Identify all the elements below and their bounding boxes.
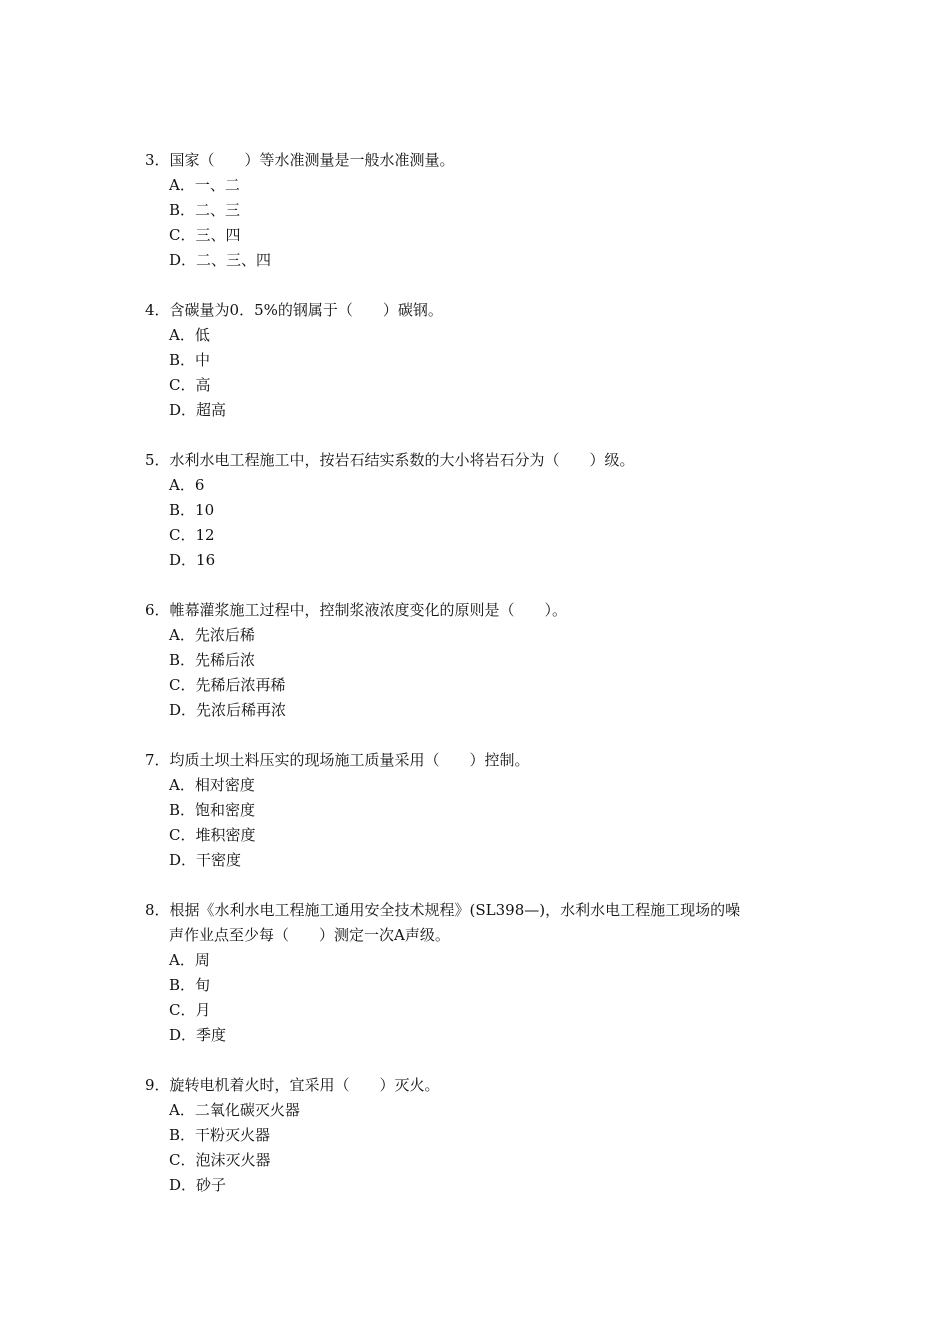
option-d: D．先浓后稀再浓 [169,701,287,719]
option-list [145,323,825,423]
option-list [145,473,825,573]
question-stem: 9．旋转电机着火时，宜采用（ ）灭火。 [145,1076,440,1094]
option-c: C．月 [169,1001,211,1019]
question-stem-line-1: 8．根据《水利水电工程施工通用安全技术规程》(SL398—)，水利水电工程施工现场的噪 [145,901,741,919]
option-c: C．堆积密度 [169,826,256,844]
option-c: C．泡沫灭火器 [169,1151,271,1169]
option-list [145,1098,825,1198]
option-c: C．先稀后浓再稀 [169,676,286,694]
question-stem: 5．水利水电工程施工中，按岩石结实系数的大小将岩石分为（ ）级。 [145,451,635,469]
option-b: B．10 [169,501,215,519]
option-list [145,773,825,873]
option-a: A．6 [169,476,205,494]
question-8 [145,898,825,1048]
question-7 [145,748,825,873]
option-b: B．干粉灭火器 [169,1126,271,1144]
question-stem: 6．帷幕灌浆施工过程中，控制浆液浓度变化的原则是（ ）。 [145,601,568,619]
option-d: D．二、三、四 [169,251,272,269]
option-list [145,173,825,273]
option-c: C．12 [169,526,215,544]
option-a: A．二氧化碳灭火器 [169,1101,300,1119]
option-a: A．低 [169,326,210,344]
option-d: D．干密度 [169,851,242,869]
question-stem: 4．含碳量为0．5%的钢属于（ ）碳钢。 [145,301,443,319]
question-stem [145,898,825,948]
option-list [145,948,825,1048]
question-4 [145,298,825,423]
option-c: C．高 [169,376,211,394]
option-a: A．一、二 [169,176,240,194]
option-a: A．相对密度 [169,776,255,794]
option-b: B．中 [169,351,211,369]
question-3 [145,148,825,273]
question-9 [145,1073,825,1198]
option-b: B．先稀后浓 [169,651,256,669]
option-b: B．二、三 [169,201,241,219]
question-5 [145,448,825,573]
option-b: B．饱和密度 [169,801,256,819]
question-list [145,148,825,1223]
question-6 [145,598,825,723]
option-c: C．三、四 [169,226,241,244]
option-d: D．超高 [169,401,227,419]
option-list [145,623,825,723]
option-b: B．旬 [169,976,211,994]
question-stem-line-2: 声作业点至少每（ ）测定一次A声级。 [169,926,450,944]
option-d: D．季度 [169,1026,227,1044]
option-a: A．先浓后稀 [169,626,255,644]
question-stem: 7．均质土坝土料压实的现场施工质量采用（ ）控制。 [145,751,530,769]
option-d: D．砂子 [169,1176,227,1194]
option-a: A．周 [169,951,210,969]
question-stem: 3．国家（ ）等水准测量是一般水准测量。 [145,151,455,169]
option-d: D．16 [169,551,216,569]
